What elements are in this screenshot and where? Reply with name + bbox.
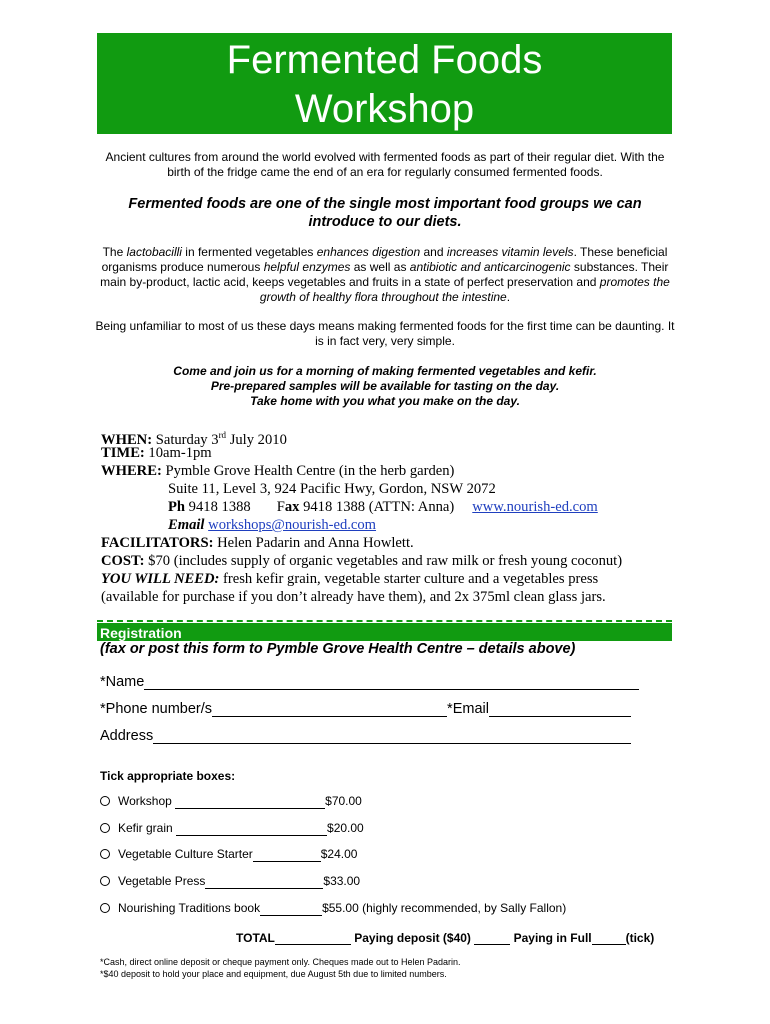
intro-paragraph: Ancient cultures from around the world evolved with fermented foods as part of their regular diet. With the birth of the fridge came the end of an era for regularly consumed fermented foods. bbox=[105, 150, 665, 179]
invite-line-2: Pre-prepared samples will be available for tasting on the day. bbox=[210, 379, 560, 393]
radio-icon[interactable] bbox=[100, 876, 110, 886]
name-field[interactable]: *Name bbox=[100, 674, 639, 690]
option-vegetable-culture-starter[interactable]: Vegetable Culture Starter $24.00 bbox=[100, 847, 357, 862]
registration-heading: Registration bbox=[100, 625, 182, 641]
title-line-1: Fermented Foods bbox=[226, 38, 543, 82]
phone-email-field[interactable]: *Phone number/s *Email bbox=[100, 701, 631, 717]
unfamiliar-paragraph: Being unfamiliar to most of us these days means making fermented foods for the first time can be daunting. It is in fact very, very simple. bbox=[95, 319, 675, 348]
when-line: WHEN: Saturday 3rd July 2010 bbox=[101, 430, 287, 448]
where-line: WHERE: Pymble Grove Health Centre (in the herb garden) bbox=[101, 463, 455, 479]
invite-paragraph bbox=[95, 364, 675, 409]
time-line: TIME: 10am-1pm bbox=[101, 445, 212, 461]
email-link[interactable]: workshops@nourish-ed.com bbox=[208, 517, 377, 533]
lead-statement: Fermented foods are one of the single most important food groups we can introduce to our diets. bbox=[128, 196, 642, 230]
address-line: Suite 11, Level 3, 924 Pacific Hwy, Gordon, NSW 2072 bbox=[168, 481, 496, 497]
tick-heading: Tick appropriate boxes: bbox=[100, 769, 236, 783]
option-nourishing-traditions-book[interactable]: Nourishing Traditions book $55.00 (highly recommended, by Sally Fallon) bbox=[100, 901, 566, 916]
option-vegetable-press[interactable]: Vegetable Press $33.00 bbox=[100, 874, 360, 889]
title-banner bbox=[97, 33, 672, 134]
radio-icon[interactable] bbox=[100, 849, 110, 859]
need-line: YOU WILL NEED: fresh kefir grain, vegetable starter culture and a vegetables press bbox=[101, 571, 599, 587]
email-line: Email workshops@nourish-ed.com bbox=[168, 517, 377, 533]
invite-line-1: Come and join us for a morning of making fermented vegetables and kefir. bbox=[173, 364, 597, 378]
registration-divider bbox=[97, 620, 672, 622]
total-line[interactable]: TOTAL Paying deposit ($40) Paying in Full (tick) bbox=[236, 931, 655, 945]
cost-line: COST: $70 (includes supply of organic vegetables and raw milk or fresh young coconut) bbox=[101, 553, 623, 569]
address-field[interactable]: Address bbox=[100, 728, 631, 744]
footnote-deposit: *$40 deposit to hold your place and equipment, due August 5th due to limited numbers. bbox=[100, 969, 447, 979]
option-kefir-grain[interactable]: Kefir grain $20.00 bbox=[100, 821, 364, 836]
footnote-payment: *Cash, direct online deposit or cheque payment only. Cheques made out to Helen Padarin. bbox=[100, 957, 461, 967]
website-link[interactable]: www.nourish-ed.com bbox=[472, 499, 598, 515]
option-workshop[interactable]: Workshop $70.00 bbox=[100, 794, 362, 809]
radio-icon[interactable] bbox=[100, 796, 110, 806]
radio-icon[interactable] bbox=[100, 903, 110, 913]
benefits-paragraph: The lactobacilli in fermented vegetables enhances digestion and increases vitamin levels. These beneficial organisms produce numerous helpful enzymes as well as antibiotic and anticarcinogenic substances. Their main by-product, lactic acid, keeps vegetables and fruits in a state of perfect preservation and promotes the growth of healthy flora throughout the intestine. bbox=[100, 245, 670, 304]
invite-line-3: Take home with you what you make on the day. bbox=[250, 394, 520, 408]
title-line-2: Workshop bbox=[294, 87, 475, 131]
contact-line: Ph 9418 1388 Fax 9418 1388 (ATTN: Anna) www.nourish-ed.com bbox=[168, 499, 598, 515]
registration-instructions: (fax or post this form to Pymble Grove Health Centre – details above) bbox=[100, 641, 576, 657]
radio-icon[interactable] bbox=[100, 823, 110, 833]
registration-bar bbox=[97, 623, 672, 641]
need-line-2: (available for purchase if you don’t already have them), and 2x 375ml clean glass jars. bbox=[101, 589, 606, 605]
facilitators-line: FACILITATORS: Helen Padarin and Anna Howlett. bbox=[101, 535, 414, 551]
